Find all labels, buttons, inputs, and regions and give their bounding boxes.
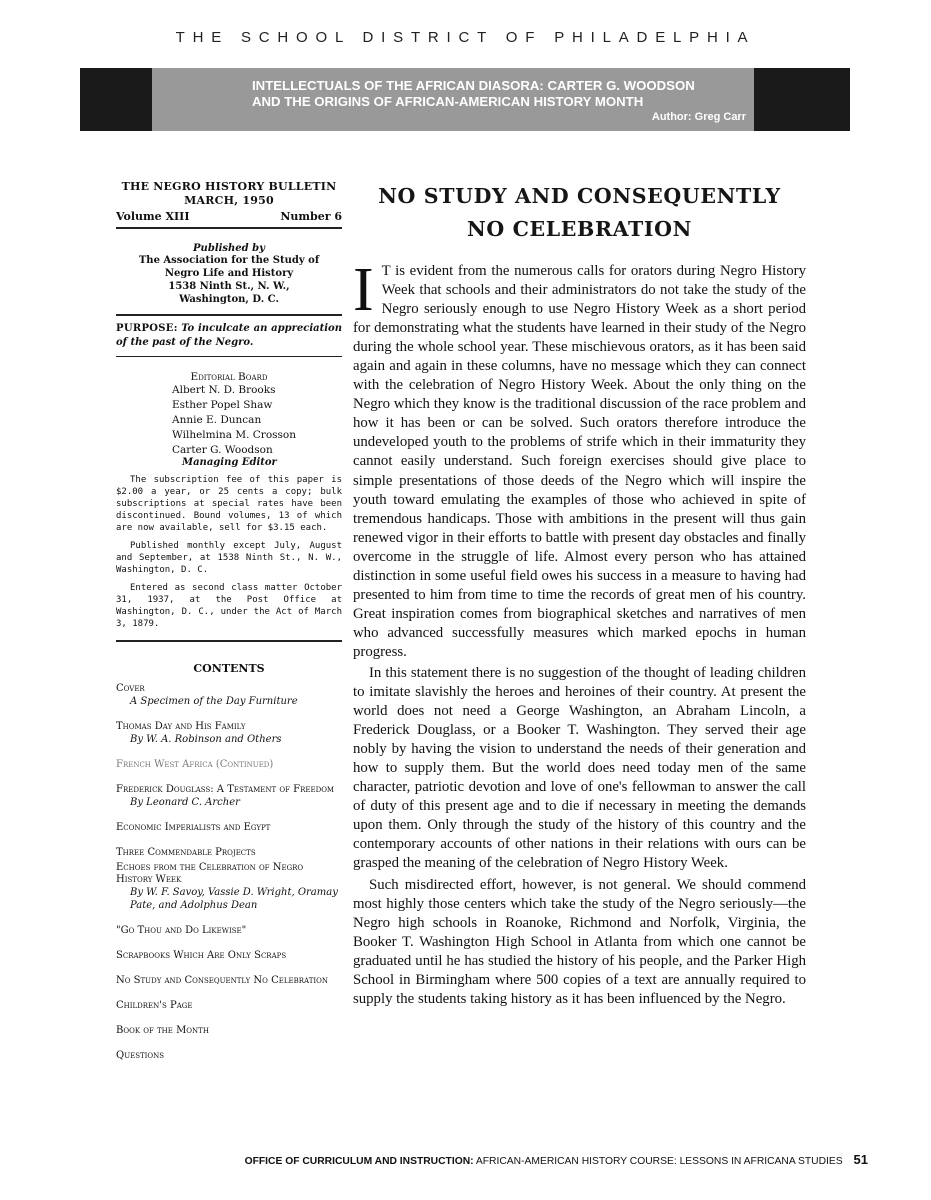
- publisher-line: Negro Life and History: [164, 268, 294, 279]
- contents-item: [116, 1000, 342, 1012]
- bulletin-volume: Volume XIII: [116, 210, 190, 223]
- paragraph-text: T is evident from the numerous calls for orators during Negro History Week that schools and their administrators do not take the study of the Negro seriously enough to use Negro History Week as a short period for demonstrating what the students have learned in their study of the Negro during the whole school year. These mischievous orators, as it has been said again and again in these columns, have no message which they can connect with the celebration of Negro History Week. About the only thing on the Negro which they know is the traditional discussion of the race problem and how it has been or can be solved. Such orators therefore introduce the undeveloped youth to the problems of strife which in their immaturity they cannot easily understand. Such foreign exercises should give place to simple presentations of those deeds of the Negro which will inspire the youth toward emulating the examples of those who achieved in spite of tremendous handicaps. Those with ambitions in the present will thus gain renewed vigor in their efforts to battle with present day obstacles and finally overcome in the struggle of life. Almost every person who has attained distinction in some useful field owes his success in a measure to having had presented to him from time to time the records of great men of his country. Great inspiration comes from biographical sketches and narratives of men who advanced successfully measures which marked epochs in human progress.: [353, 263, 806, 660]
- contents-item-byline: By Leonard C. Archer: [130, 797, 240, 808]
- footer-course: AFRICAN-AMERICAN HISTORY COURSE: LESSONS IN AFRICANA STUDIES: [475, 1156, 843, 1167]
- banner-title-line2: AND THE ORIGINS OF AFRICAN-AMERICAN HISTORY MONTH: [252, 94, 644, 109]
- contents-item-title: Book of the Month: [116, 1025, 209, 1036]
- title-banner: [80, 68, 850, 131]
- purpose-statement: [116, 322, 342, 350]
- banner-left-block: [80, 68, 152, 131]
- contents-item: [116, 975, 342, 987]
- board-member: Albert N. D. Brooks: [172, 384, 276, 396]
- divider: [116, 314, 342, 316]
- contents-item: [116, 721, 342, 746]
- publication-note: Published monthly except July, August and September, at 1538 Ninth St., N. W., Washington, D. C.: [116, 541, 342, 575]
- editorial-board-heading: Editorial Board: [190, 371, 268, 383]
- drop-cap: I: [353, 256, 374, 324]
- divider: [116, 356, 342, 357]
- board-member: Wilhelmina M. Crosson: [172, 429, 296, 441]
- divider: [116, 227, 342, 229]
- contents-item-title: Economic Imperialists and Egypt: [116, 822, 271, 833]
- banner-title-line1: INTELLECTUALS OF THE AFRICAN DIASORA: CARTER G. WOODSON: [252, 78, 695, 93]
- masthead: THE SCHOOL DISTRICT OF PHILADELPHIA: [175, 29, 756, 46]
- published-by-label: Published by: [193, 243, 265, 254]
- contents-item-title: No Study and Consequently No Celebration: [116, 975, 329, 986]
- bulletin-number: Number 6: [280, 210, 342, 223]
- headline-line1: NO STUDY AND CONSEQUENTLY: [378, 184, 781, 208]
- article-body: [353, 256, 806, 1009]
- contents-item-title: Cover: [116, 683, 145, 694]
- article-paragraph: In this statement there is no suggestion of the thought of leading children to imitate slavishly the heroes and heroines of their country. At present the world does not need a George Washington, an Abraham Lincoln, a Frederick Douglass, or a Booker T. Washington. They served their age nobly by having the vision to understand the needs of their generation and how to supply them. But the world does need today men of the same character, patriotic devotion and love of one's fellowman to answer the call of duty of this present age and to die if necessary in meeting the demands upon them. Only through the study of the history of this country and the contemporary accounts of other nations in their relations with ours can be grasped the meaning of the celebration of Negro History Week.: [353, 664, 806, 872]
- bulletin-volume-row: [116, 210, 342, 223]
- bulletin-sidebar: [116, 180, 342, 1062]
- contents-item: [116, 822, 342, 834]
- publisher-line: 1538 Ninth St., N. W.,: [168, 281, 290, 292]
- page-footer: [0, 1152, 868, 1167]
- contents-item-byline: By W. F. Savoy, Vassie D. Wright, Oramay Pate, and Adolphus Dean: [130, 887, 338, 911]
- bulletin-name: THE NEGRO HISTORY BULLETIN: [121, 180, 337, 193]
- purpose-label: PURPOSE:: [116, 323, 178, 334]
- bulletin-date: MARCH, 1950: [184, 194, 274, 207]
- board-member: Esther Popel Shaw: [172, 399, 273, 411]
- banner-right-block: [754, 68, 850, 131]
- article: [353, 180, 806, 1009]
- contents-item: [116, 925, 342, 937]
- contents-item-byline: A Specimen of the Day Furniture: [130, 696, 298, 707]
- publisher-line: The Association for the Study of: [138, 255, 320, 266]
- contents-item: [116, 847, 342, 859]
- board-member: Carter G. Woodson: [172, 444, 273, 456]
- banner-author: Author: Greg Carr: [651, 111, 746, 123]
- contents-item: [116, 759, 342, 771]
- contents-item: [116, 683, 342, 708]
- contents-item: [116, 1050, 342, 1062]
- article-paragraph: Such misdirected effort, however, is not general. We should commend most highly those centers which take the study of the Negro seriously—the Negro high schools in Roanoke, Richmond and Norfolk, Virginia, the Booker T. Washington High School in Atlanta from which one cannot be graduated until he has studied the history of his people, and the Parker High School in Birmingham where 500 copies of a text are annually required to supply the students taking history as it has been influenced by the Negro.: [353, 876, 806, 1007]
- publisher-line: Washington, D. C.: [179, 294, 279, 305]
- contents-item-title: Frederick Douglass: A Testament of Freedom: [116, 784, 335, 795]
- contents-item-title: "Go Thou and Do Likewise": [116, 925, 247, 936]
- contents-item: [116, 862, 342, 912]
- contents-item-title: Three Commendable Projects: [116, 847, 256, 858]
- contents-item-title: Echoes from the Celebration of Negro History Week: [116, 862, 304, 885]
- postal-note: Entered as second class matter October 31, 1937, at the Post Office at Washington, D. C., under the Act of March 3, 1879.: [116, 583, 342, 629]
- board-member: Annie E. Duncan: [172, 414, 262, 426]
- divider: [116, 640, 342, 642]
- footer-office: OFFICE OF CURRICULUM AND INSTRUCTION:: [244, 1156, 474, 1167]
- contents-item: [116, 784, 342, 809]
- contents-list: [116, 683, 342, 1062]
- contents-heading: CONTENTS: [193, 662, 265, 675]
- contents-item: [116, 950, 342, 962]
- editorial-board-members: [172, 383, 342, 468]
- contents-item-title: Thomas Day and His Family: [116, 721, 246, 732]
- subscription-note: The subscription fee of this paper is $2.00 a year, or 25 cents a copy; bulk subscriptions at special rates have been discontinued. Bound volumes, 13 of which are now available, sell for $3.15 each.: [116, 475, 342, 533]
- contents-item: [116, 1025, 342, 1037]
- contents-item-title: Questions: [116, 1050, 165, 1061]
- article-headline: [353, 180, 806, 246]
- article-paragraph: [353, 256, 806, 662]
- page-number: 51: [853, 1152, 868, 1167]
- banner-title: [252, 78, 752, 110]
- contents-item-title: Scrapbooks Which Are Only Scraps: [116, 950, 287, 961]
- board-role: Managing Editor: [182, 457, 277, 468]
- contents-item-title: French West Africa (Continued): [116, 759, 274, 770]
- headline-line2: NO CELEBRATION: [467, 217, 692, 241]
- purpose-text: To inculcate an appreciation of the past of the Negro.: [116, 323, 342, 348]
- contents-item-title: Children's Page: [116, 1000, 193, 1011]
- contents-item-byline: By W. A. Robinson and Others: [130, 734, 282, 745]
